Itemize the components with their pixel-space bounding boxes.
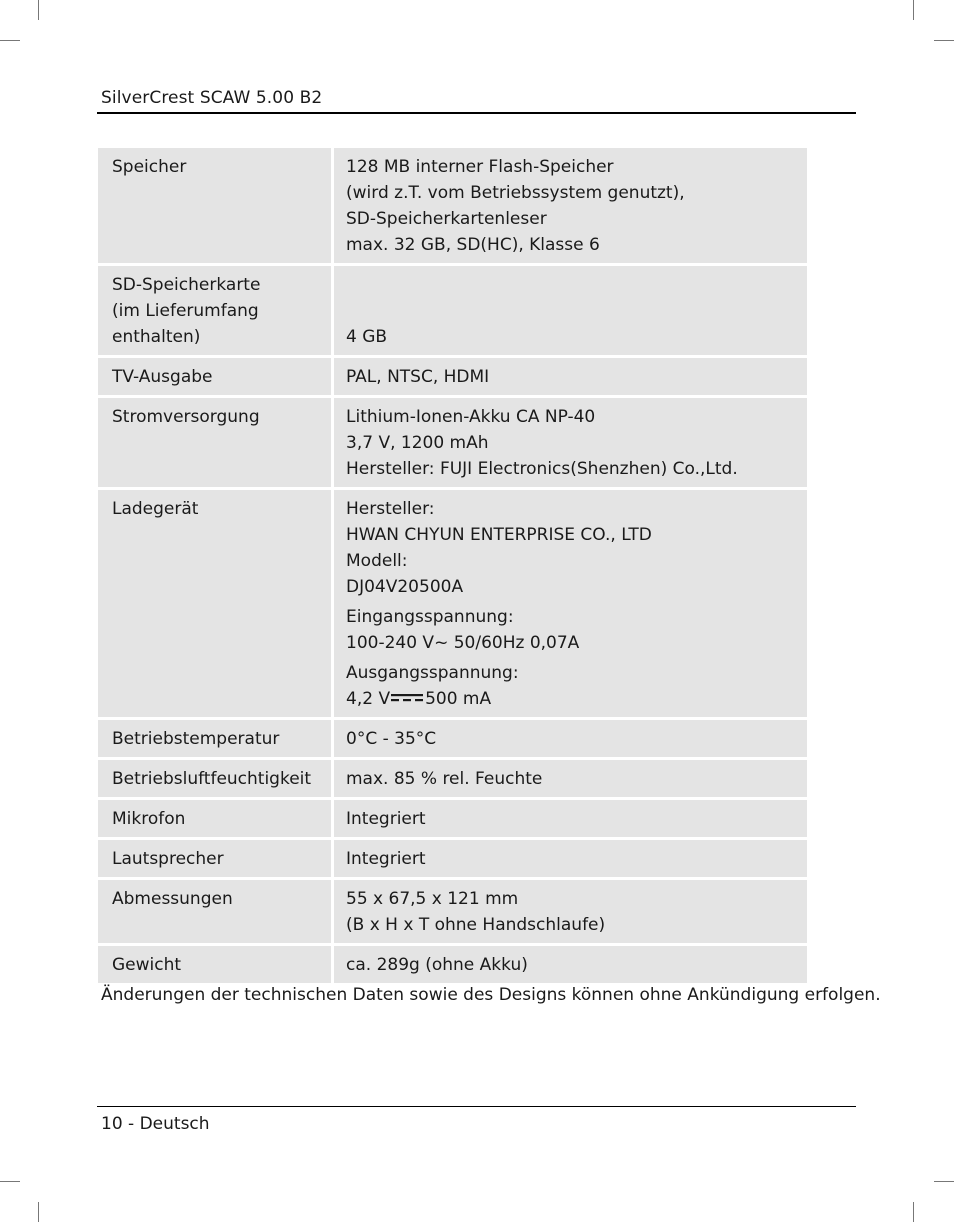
spec-value xyxy=(334,760,807,800)
table-row xyxy=(98,398,807,490)
table-row xyxy=(98,490,807,720)
spec-value-line: (wird z.T. vom Betriebssystem genutzt), xyxy=(346,183,685,203)
spec-table xyxy=(98,148,807,986)
spec-label: Betriebstemperatur xyxy=(98,720,334,760)
spec-value-line: Eingangsspannung: xyxy=(346,607,514,627)
spec-value-line: (B x H x T ohne Handschlaufe) xyxy=(346,915,606,935)
crop-mark xyxy=(934,1181,954,1182)
page-header-title: SilverCrest SCAW 5.00 B2 xyxy=(101,88,323,108)
table-row xyxy=(98,946,807,986)
output-voltage: 4,2 V xyxy=(346,689,391,709)
table-row xyxy=(98,148,807,266)
spec-value-line: SD-Speicherkartenleser xyxy=(346,209,547,229)
table-row xyxy=(98,358,807,398)
output-current: 500 mA xyxy=(425,689,492,709)
header-rule xyxy=(97,112,856,114)
crop-mark xyxy=(934,40,954,41)
spec-value xyxy=(334,840,807,880)
spec-value-line: Hersteller: xyxy=(346,499,435,519)
crop-mark xyxy=(38,1202,39,1222)
spec-value-line: Lithium-Ionen-Akku CA NP-40 xyxy=(346,407,596,427)
spec-value xyxy=(334,946,807,986)
crop-mark xyxy=(38,0,39,20)
spec-value-line: Integriert xyxy=(346,849,426,869)
spec-value-line: PAL, NTSC, HDMI xyxy=(346,367,490,387)
spec-value-line: 100-240 V~ 50/60Hz 0,07A xyxy=(346,633,580,653)
spec-value xyxy=(334,490,807,720)
spec-value-line: 3,7 V, 1200 mAh xyxy=(346,433,489,453)
spec-value-line: max. 32 GB, SD(HC), Klasse 6 xyxy=(346,235,600,255)
spec-value-line: Ausgangsspannung: xyxy=(346,663,519,683)
spec-value-line: DJ04V20500A xyxy=(346,577,464,597)
crop-mark xyxy=(913,1202,914,1222)
table-row xyxy=(98,800,807,840)
spec-value-line: 55 x 67,5 x 121 mm xyxy=(346,889,519,909)
spec-value xyxy=(334,720,807,760)
footer-rule xyxy=(97,1106,856,1107)
spec-value-line: Modell: xyxy=(346,551,408,571)
table-row xyxy=(98,840,807,880)
spec-label: TV-Ausgabe xyxy=(98,358,334,398)
dc-symbol-icon xyxy=(391,693,423,703)
table-row xyxy=(98,720,807,760)
spec-value-line: Integriert xyxy=(346,809,426,829)
spec-label: Betriebsluftfeuchtigkeit xyxy=(98,760,334,800)
footnote: Änderungen der technischen Daten sowie des Designs können ohne Ankündigung erfolgen. xyxy=(101,985,881,1005)
spec-value-line: 128 MB interner Flash-Speicher xyxy=(346,157,614,177)
spec-value-line: 4 GB xyxy=(346,327,388,347)
table-row xyxy=(98,760,807,800)
spec-value-line: Hersteller: FUJI Electronics(Shenzhen) Co.,Ltd. xyxy=(346,459,738,479)
spec-label: Mikrofon xyxy=(98,800,334,840)
spec-value xyxy=(334,398,807,490)
spec-label: Gewicht xyxy=(98,946,334,986)
table-row xyxy=(98,266,807,358)
spec-label: Lautsprecher xyxy=(98,840,334,880)
spec-label-text: SD-Speicherkarte (im Lieferumfang enthalten) xyxy=(112,275,261,347)
spec-value xyxy=(334,358,807,398)
spec-value xyxy=(334,800,807,840)
spec-value-line: max. 85 % rel. Feuchte xyxy=(346,769,543,789)
crop-mark xyxy=(0,1181,20,1182)
spec-value xyxy=(334,266,807,358)
page-number: 10 - Deutsch xyxy=(101,1114,210,1134)
spec-value-line: ca. 289g (ohne Akku) xyxy=(346,955,528,975)
spec-value xyxy=(334,880,807,946)
crop-mark xyxy=(913,0,914,20)
spec-label xyxy=(98,266,334,358)
spec-label: Stromversorgung xyxy=(98,398,334,490)
spec-value-line: HWAN CHYUN ENTERPRISE CO., LTD xyxy=(346,525,652,545)
spec-value-line: 0°C - 35°C xyxy=(346,729,437,749)
crop-mark xyxy=(0,40,20,41)
table-row xyxy=(98,880,807,946)
spec-label: Abmessungen xyxy=(98,880,334,946)
spec-value-line xyxy=(346,686,797,712)
spec-value xyxy=(334,148,807,266)
spec-label: Speicher xyxy=(98,148,334,266)
spec-label: Ladegerät xyxy=(98,490,334,720)
